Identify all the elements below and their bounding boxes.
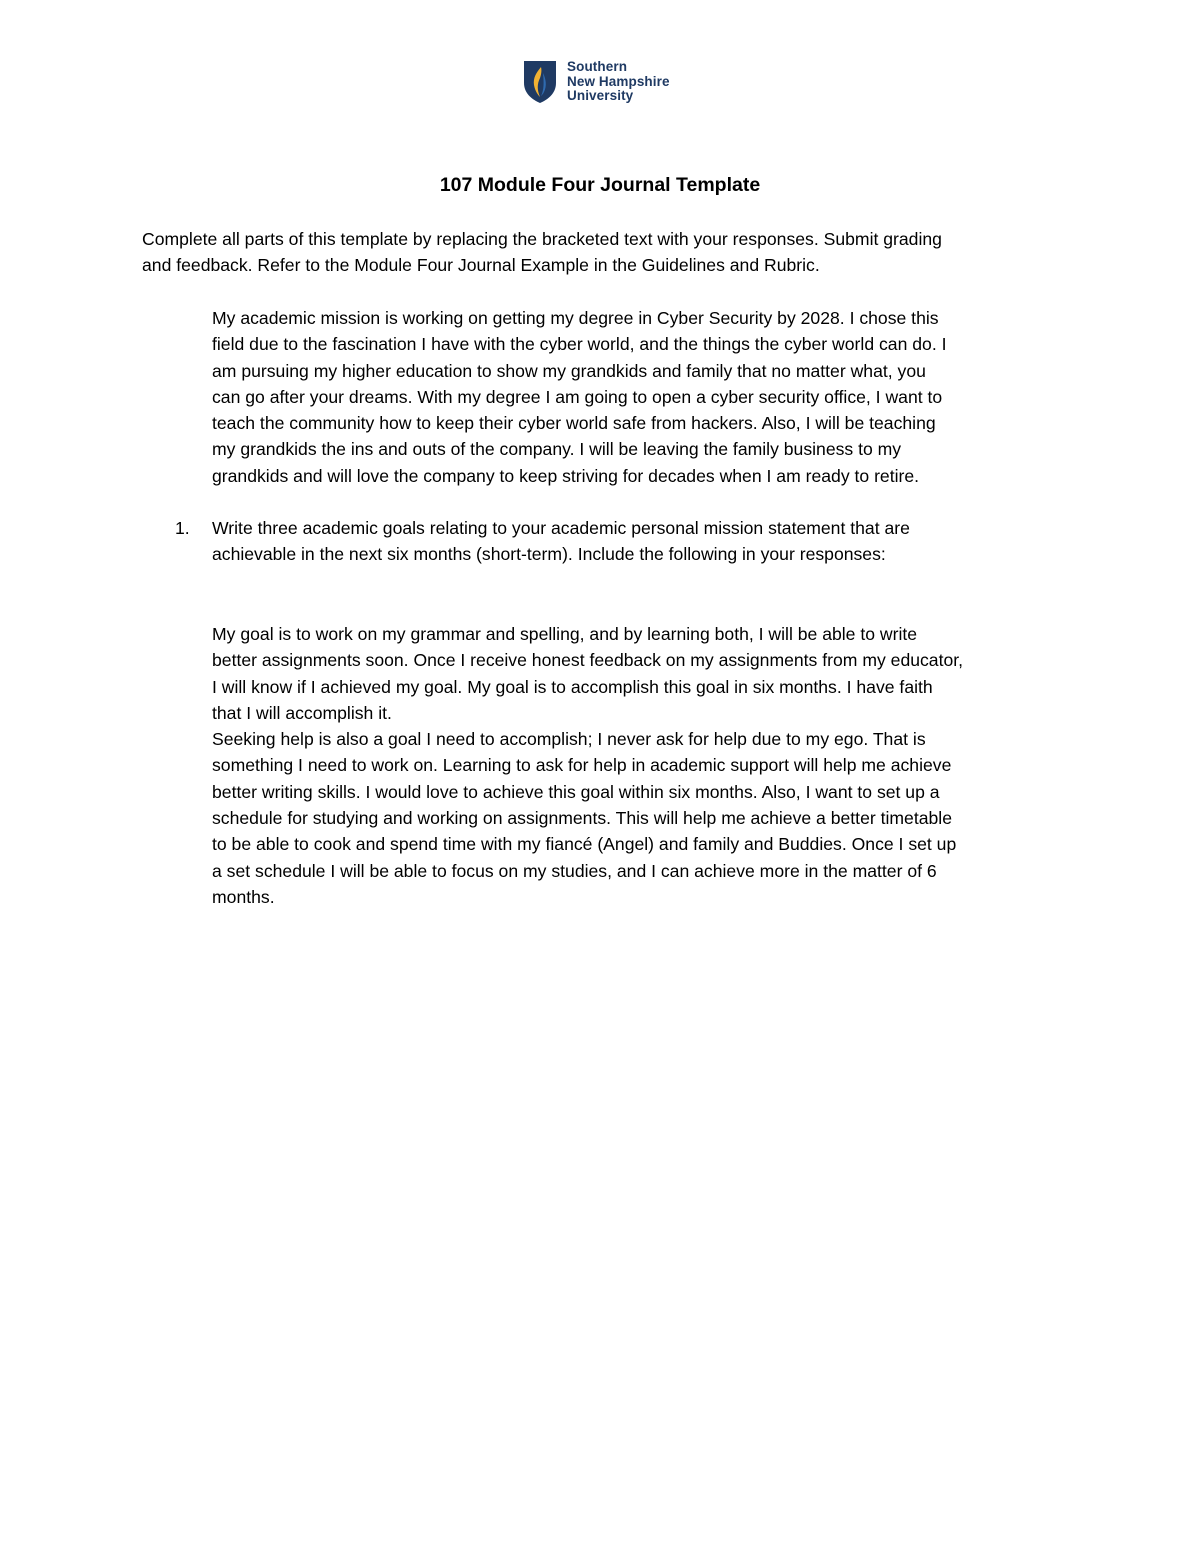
logo-line-1: Southern bbox=[567, 59, 628, 75]
answer-line: to be able to cook and spend time with my fiancé (Angel) and family and Buddies. Once I set up bbox=[212, 834, 957, 855]
answer-line: My goal is to work on my grammar and spelling, and by learning both, I will be able to write bbox=[212, 624, 918, 644]
answer-line: that I will accomplish it. bbox=[212, 702, 392, 723]
answer-paragraph bbox=[212, 621, 963, 910]
instructions-line: Complete all parts of this template by replacing the bracketed text with your responses. Submit grading bbox=[142, 229, 942, 249]
question-number: 1. bbox=[175, 518, 190, 538]
question-line: achievable in the next six months (short-term). Include the following in your responses: bbox=[212, 544, 886, 565]
mission-line: can go after your dreams. With my degree I am going to open a cyber security office, I want to bbox=[212, 386, 943, 407]
question-line: Write three academic goals relating to your academic personal mission statement that are bbox=[212, 518, 910, 538]
answer-line: months. bbox=[212, 886, 275, 907]
question-text bbox=[212, 515, 910, 568]
logo-line-3: University bbox=[567, 88, 634, 104]
mission-line: am pursuing my higher education to show my grandkids and family that no matter what, you bbox=[212, 360, 926, 381]
logo-wordmark bbox=[567, 60, 670, 104]
instructions-paragraph bbox=[142, 226, 942, 279]
mission-line: field due to the fascination I have with the cyber world, and the things the cyber world can do. I bbox=[212, 334, 947, 355]
instructions-line: and feedback. Refer to the Module Four Journal Example in the Guidelines and Rubric. bbox=[142, 255, 820, 276]
mission-line: grandkids and will love the company to keep striving for decades when I am ready to retire. bbox=[212, 465, 920, 486]
snhu-shield-flame-icon bbox=[522, 59, 558, 105]
mission-statement-paragraph bbox=[212, 305, 946, 489]
answer-line: Seeking help is also a goal I need to accomplish; I never ask for help due to my ego. That is bbox=[212, 729, 926, 750]
document-title: 107 Module Four Journal Template bbox=[439, 174, 761, 196]
answer-line: something I need to work on. Learning to ask for help in academic support will help me achieve bbox=[212, 755, 952, 776]
mission-line: teach the community how to keep their cyber world safe from hackers. Also, I will be teaching bbox=[212, 413, 936, 434]
answer-line: schedule for studying and working on assignments. This will help me achieve a better timetable bbox=[212, 808, 952, 829]
logo-line-2: New Hampshire bbox=[567, 73, 670, 89]
mission-line: my grandkids the ins and outs of the company. I will be leaving the family business to my bbox=[212, 439, 902, 460]
mission-line: My academic mission is working on getting my degree in Cyber Security by 2028. I chose this bbox=[212, 308, 939, 328]
answer-line: better assignments soon. Once I receive honest feedback on my assignments from my educator, bbox=[212, 650, 964, 671]
answer-line: a set schedule I will be able to focus on my studies, and I can achieve more in the matter of 6 bbox=[212, 860, 937, 881]
answer-line: better writing skills. I would love to achieve this goal within six months. Also, I want to set up a bbox=[212, 781, 940, 802]
university-logo bbox=[522, 59, 670, 105]
answer-line: I will know if I achieved my goal. My goal is to accomplish this goal in six months. I have faith bbox=[212, 676, 933, 697]
